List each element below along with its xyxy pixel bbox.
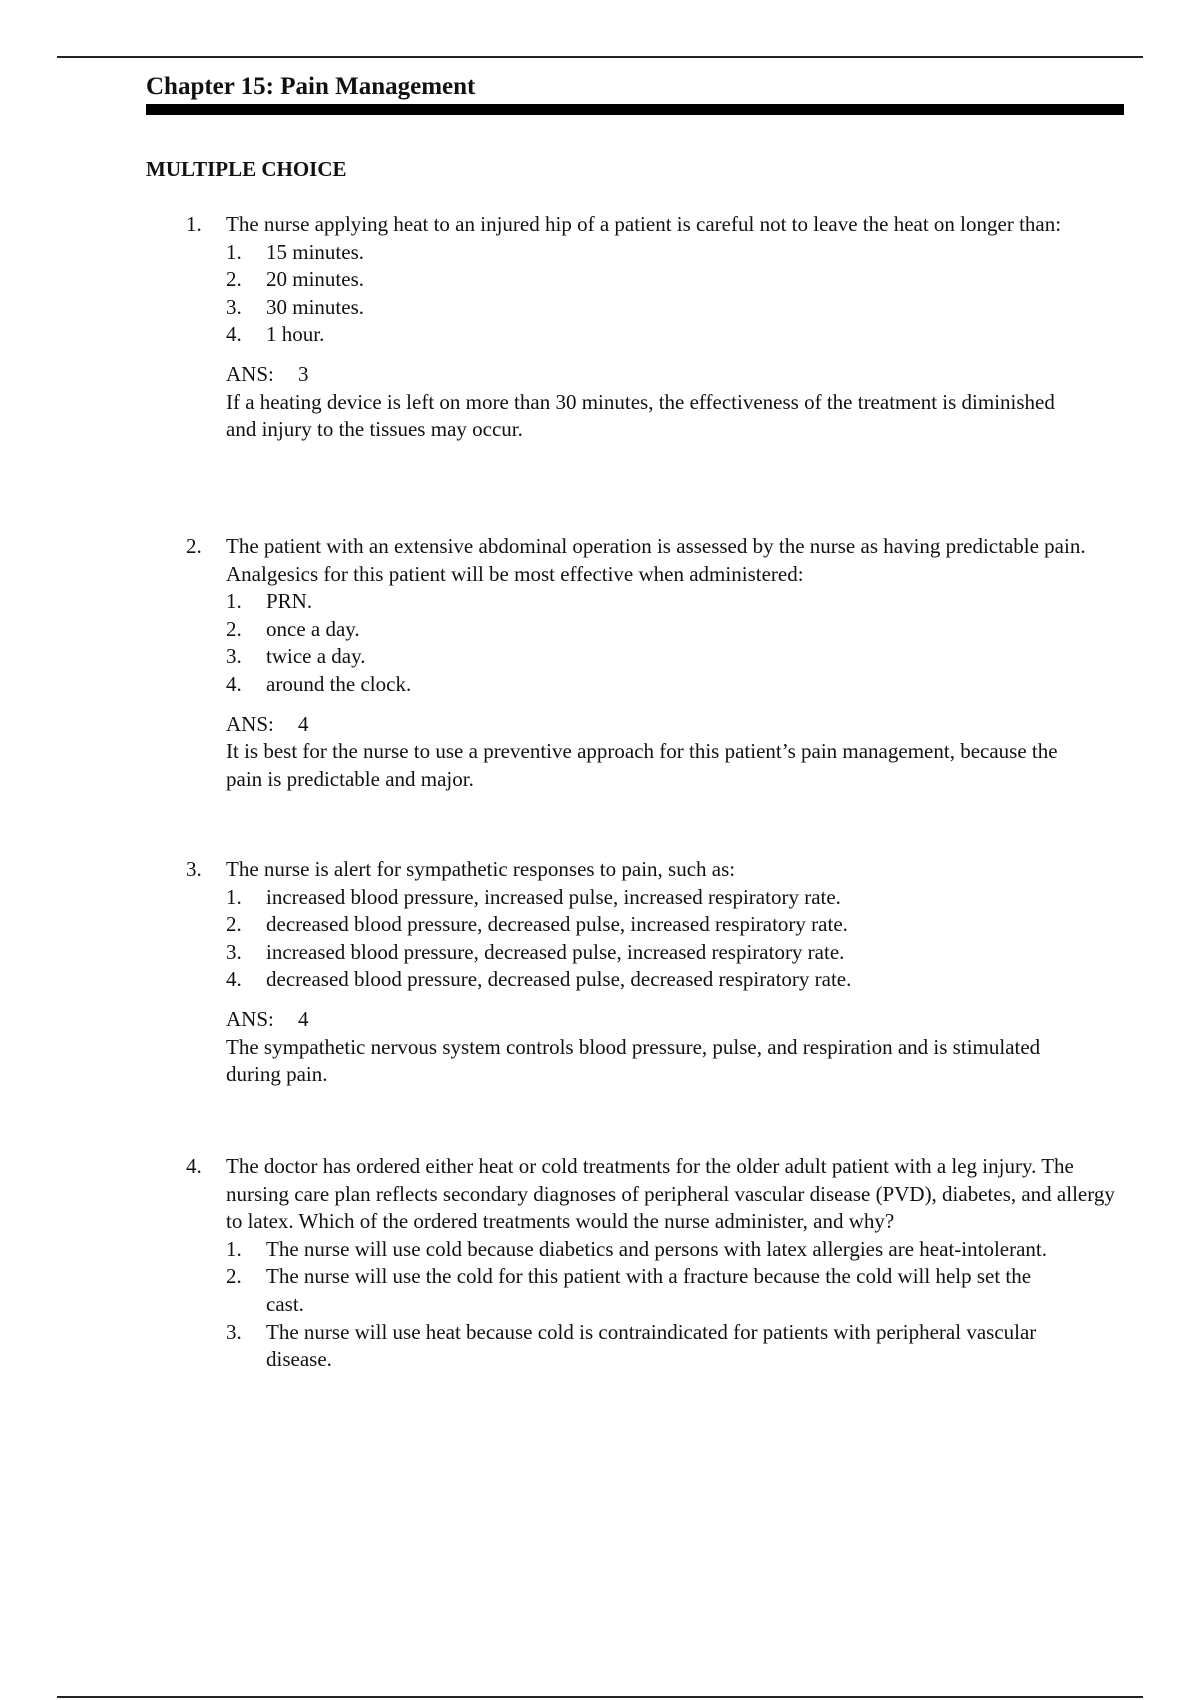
section-heading: MULTIPLE CHOICE <box>146 157 347 181</box>
option-text: decreased blood pressure, decreased pulse, increased respiratory rate. <box>266 912 848 937</box>
answer-line <box>226 361 1126 389</box>
question-4 <box>186 1153 1126 1374</box>
rationale-text: If a heating device is left on more than 30 minutes, the effectiveness of the treatment is diminished and injury to the tissues may occur. <box>226 389 1055 442</box>
question-stem <box>186 533 1126 588</box>
question-text: The nurse applying heat to an injured hip of a patient is careful not to leave the heat on longer than: <box>226 212 1062 236</box>
option-item <box>226 966 1126 994</box>
option-number: 4. <box>226 671 242 696</box>
question-stem <box>186 211 1126 239</box>
question-text: The doctor has ordered either heat or cold treatments for the older adult patient with a leg injury. The nursing care plan reflects secondary diagnoses of peripheral vascular disease (PVD), diabetes, and allergy to latex. Which of the ordered treatments would the nurse administer, and why? <box>226 1154 1115 1234</box>
option-text: 30 minutes. <box>266 294 364 319</box>
answer-value: 4 <box>298 1006 309 1031</box>
question-stem <box>186 856 1126 884</box>
option-number: 3. <box>226 939 242 964</box>
option-item <box>226 294 1126 322</box>
question-2 <box>186 533 1126 793</box>
question-number: 3. <box>186 857 202 881</box>
answer-options <box>226 239 1126 349</box>
answer-line <box>226 1006 1126 1034</box>
title-underline-bar <box>146 104 1124 115</box>
option-item <box>226 588 1126 616</box>
answer-value: 3 <box>298 361 309 386</box>
answer-label: ANS: <box>226 361 274 386</box>
option-item <box>226 1263 1126 1318</box>
option-number: 1. <box>226 239 242 264</box>
answer-label: ANS: <box>226 1006 274 1031</box>
option-text: 15 minutes. <box>266 239 364 264</box>
bottom-rule <box>57 1696 1143 1698</box>
answer-options <box>226 588 1126 698</box>
option-item <box>226 884 1126 912</box>
question-stem <box>186 1153 1126 1236</box>
option-number: 2. <box>226 616 242 641</box>
question-text: The nurse is alert for sympathetic responses to pain, such as: <box>226 857 736 881</box>
option-text: PRN. <box>266 589 313 614</box>
answer-block <box>226 711 1126 794</box>
question-text: The patient with an extensive abdominal operation is assessed by the nurse as having predictable pain. Analgesics for this patient will be most effective when administered: <box>226 534 1086 586</box>
question-number: 2. <box>186 534 202 558</box>
option-text: twice a day. <box>266 644 366 669</box>
option-item <box>226 239 1126 267</box>
option-text: increased blood pressure, decreased pulse, increased respiratory rate. <box>266 939 845 964</box>
option-item <box>226 671 1126 699</box>
option-text: The nurse will use heat because cold is contraindicated for patients with peripheral vascular disease. <box>266 1319 1037 1372</box>
option-text: The nurse will use the cold for this patient with a fracture because the cold will help set the cast. <box>266 1264 1032 1316</box>
option-number: 1. <box>226 1236 242 1261</box>
question-number: 1. <box>186 212 202 236</box>
answer-options <box>226 884 1126 994</box>
answer-line <box>226 711 1126 739</box>
answer-block <box>226 1006 1126 1089</box>
option-number: 4. <box>226 322 242 347</box>
option-item <box>226 1319 1126 1374</box>
option-number: 4. <box>226 967 242 992</box>
option-number: 2. <box>226 1264 242 1289</box>
option-text: once a day. <box>266 616 360 641</box>
answer-block <box>226 361 1126 444</box>
option-number: 2. <box>226 267 242 292</box>
answer-label: ANS: <box>226 711 274 736</box>
option-item <box>226 911 1126 939</box>
option-text: 1 hour. <box>266 322 325 347</box>
option-item <box>226 321 1126 349</box>
option-text: 20 minutes. <box>266 267 364 292</box>
top-rule <box>57 56 1143 58</box>
chapter-title: Chapter 15: Pain Management <box>146 73 476 100</box>
option-text: decreased blood pressure, decreased pulse, decreased respiratory rate. <box>266 967 852 992</box>
option-text: around the clock. <box>266 671 412 696</box>
option-text: The nurse will use cold because diabetics and persons with latex allergies are heat-intolerant. <box>266 1236 1047 1261</box>
option-item <box>226 643 1126 671</box>
option-item <box>226 266 1126 294</box>
option-number: 1. <box>226 589 242 614</box>
question-number: 4. <box>186 1154 202 1178</box>
option-number: 3. <box>226 644 242 669</box>
option-item <box>226 939 1126 967</box>
option-item <box>226 1236 1126 1264</box>
answer-options <box>226 1236 1126 1374</box>
option-number: 1. <box>226 884 242 909</box>
option-text: increased blood pressure, increased pulse, increased respiratory rate. <box>266 884 841 909</box>
question-1 <box>186 211 1126 444</box>
option-number: 3. <box>226 294 242 319</box>
answer-value: 4 <box>298 711 309 736</box>
question-3 <box>186 856 1126 1089</box>
rationale-text: The sympathetic nervous system controls blood pressure, pulse, and respiration and is stimulated during pain. <box>226 1034 1041 1087</box>
option-item <box>226 616 1126 644</box>
option-number: 3. <box>226 1319 242 1344</box>
rationale-text: It is best for the nurse to use a preventive approach for this patient’s pain management, because the pain is predictable and major. <box>226 739 1058 791</box>
option-number: 2. <box>226 912 242 937</box>
